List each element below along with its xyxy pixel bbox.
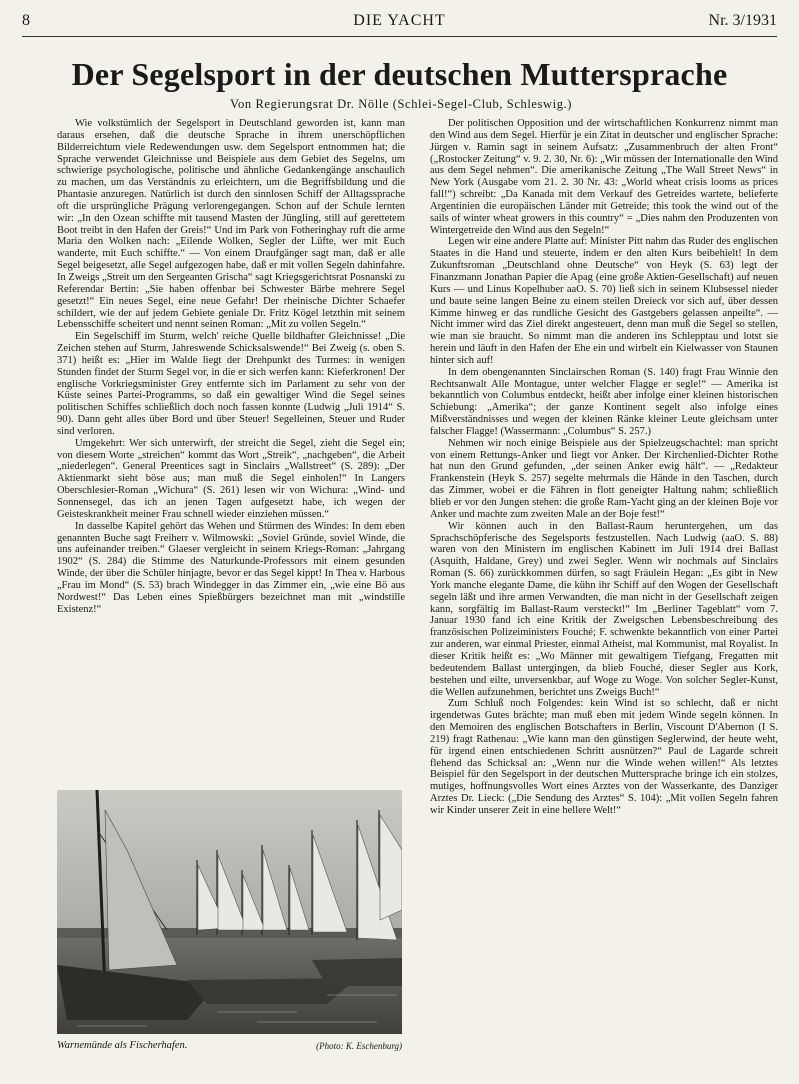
paragraph: Ein Segelschiff im Sturm, welch' reiche Quelle bildhafter Gleichnisse! „Die Zeichen stehen auf Sturm, Jahreswende Schicksalswende!“ Bei Zweig (s. oben S. 371) heißt es: „Hier im Walde liegt der Drehpunkt des Turmes: in wenigen Stunden findet der Sturm Segel vor, in die er sich werfen kann: Kieferkronen! Der englische Vorkriegsminister Grey entfernte sich im Parlament zu sehr von der Küste seines Partei-Programms, so daß ein gewaltiger Wind die Segel seines politischen Schiffes schließlich doch noch fassen konnte (Ludwig „Juli 1914“ S. 90). Dann geht alles über Bord und über Steuer! Segelleinen, Steuer und Ruder sind verloren.: [57, 331, 405, 437]
photo-credit: (Photo: K. Eschenburg): [316, 1041, 402, 1051]
paragraph: Umgekehrt: Wer sich unterwirft, der streicht die Segel, zieht die Segel ein; von diesem Worte „streichen“ kommt das Wort „Streik“, „nachgeben“, die Arbeit „niederlegen“. General Preentices sagt in Sinclairs „Wallstreet“ (S. 289): „Der Aktienmarkt sieht böse aus; man muß die Segel einholen!“ In Langers Oberschlesier-Roman „Wichura“ (S. 261) lesen wir von Wichura: „Wind- und Sonnensegel, das ich an jenen Tagen aufgesetzt habe, ich wegen der Geisteskrankheit meiner Frau schnell wieder einziehen müssen.“: [57, 437, 405, 520]
issue-number: Nr. 3/1931: [708, 12, 777, 29]
photo-caption: [57, 1040, 402, 1051]
paragraph: Wie volkstümlich der Segelsport in Deutschland geworden ist, kann man daraus ersehen, daß die deutsche Sprache in ihrem unerschöpflichen Bilderreichtum viele Redewendungen usw. dem Segelsport entnommen hat; die Sprache verwendet Gleichnisse und Beispiele aus dem Gebiet des Segelns, um schwierige psychologische, politische und ähnliche Gedankengänge anschaulich zu machen, um das Verständnis zu erleichtern, um die Begriffsbildung und die Phantasie anzuregen. Natürlich ist durch den sinnlosen Schiff der Alltagssprache oft die ursprüngliche Prägung verlorengegangen. Schon auf der Schule lernten wir: „In den Ozean schiffte mit tausend Masten der Jüngling, still auf gerettetem Boot treibt in den Hafen der Greis!“ Und im Park von Fotheringhay ruft die arme Maria den Wolken nach: „Eilende Wolken, Segler der Lüfte, wer mit Euch wanderte, mit Euch schiffte.“ — Von einem Draufgänger sagt man, daß er alle Segel beigesetzt, alle Segel aufgezogen habe, daß er mit vollen Segeln dahinfahre. In Zweigs „Streit um den Sergeanten Grischa“ sagt Kriegsgerichtsrat Posnanski zu Referendar Bertin: „Sie haben offenbar bei Schwester Bärbe mehrere Segel gesetzt!“ Ein neues Segel, eine neue Gefahr! Der rheinische Dichter Schaefer schildert, wie der auf jedem Gebiete geniale Dr. Fritz Kögel letzthin mit seinem Lebensschiffe scheitert und nennt seinen Roman: „Mit zu vollen Segeln.“: [57, 118, 405, 331]
paragraph: Der politischen Opposition und der wirtschaftlichen Konkurrenz nimmt man den Wind aus dem Segel. Hierfür je ein Zitat in deutscher und englischer Sprache: Jürgen v. Ramin sagt in seinem Aufsatz: „Zusammenbruch der alten Front“ („Rostocker Zeitung“ v. 9. 2. 30, Nr. 6): „Wir müssen der Internationalle den Wind aus dem Segel nehmen“. Die amerikanische Zeitung „The Wall Street News“ in New York (Ausgabe vom 21. 2. 30 Nr. 43: „World wheat crisis looms as prices fall!“) schreibt: „Da Kanada mit dem Verkauf des Getreides wartete, belieferte Argentinien die europäischen Länder mit Getreide; this took the wind out of the sails of winter wheat growers in this country“ = „Dies nahm den Produzenten von Wintergetreide den Wind aus den Segeln!“: [430, 118, 778, 236]
article-byline: Von Regierungsrat Dr. Nölle (Schlei-Segel-Club, Schleswig.): [230, 97, 573, 111]
paragraph: In dasselbe Kapitel gehört das Wehen und Stürmen des Windes: In dem eben genannten Buche sagt Freiherr v. Wilmowski: „Soviel Gründe, soviel Winde, die uns aufeinander treiben.“ Glaeser vergleicht in seinem Kriegs-Roman: „Jahrgang 1902“ (S. 284) die Stimme des Naturkunde-Professors mit einem gesunden Winde, der über die Schüler hinjagte, bevor er das Segel kippt! In Thea v. Harbous „Frau im Mond“ (S. 53) brach Windegger in das Zimmer ein, „wie eine Bö aus Nordwest!“ Das Leben eines Spießbürgers bezeichnet man mit „windstille Existenz!“: [57, 520, 405, 615]
paragraph: Zum Schluß noch Folgendes: kein Wind ist so schlecht, daß er nicht irgendetwas Gutes brächte; man muß eben mit jedem Winde segeln können. In den Memoiren des englischen Botschafters in Berlin, Viscount D'Abernon (I S. 219) fragt Rathenau: „Wie kann man den günstigen Seglerwind, der heute weht, für irgend einen entschiedenen Schritt ausnützen?“ Paul de Lagarde schreit flehend das Schicksal an: „Wenn nur die Winde wehen willen!“ Als letztes Beispiel für den Segelsport in der deutschen Muttersprache bringe ich ein stolzes, mutiges, hoffnungsvolles Wort eines Arztes von der Wasserkante, des Danziger Arztes Dr. Lieck: („Die Sendung des Arztes“ S. 104): „Mit vollen Segeln fahren wir Kinder unserer Zeit in eine hellere Welt!“: [430, 698, 778, 816]
page-header: [22, 12, 777, 34]
paragraph: In dem obengenannten Sinclairschen Roman (S. 140) fragt Frau Winnie den Rechtsanwalt Alle Montague, unter welcher Flagge er segle!“ — Amerika ist bekanntlich von Columbus entdeckt, heißt aber infolge einer kleinen historischen Schiebung: „Amerika“; der ganze Kontinent segelt also infolge eines Mißverständnisses und wegen der kleinen Ränke kleiner Leute gleichsam unter falscher Flagge! (Wassermann: „Columbus“ S. 257.): [430, 366, 778, 437]
harbor-photo: [57, 790, 402, 1034]
paragraph: Wir können auch in den Ballast-Raum heruntergehen, um das Sprachschöpferische des Segelsports festzustellen. Nach Ludwig (aaO. S. 88) waren von den Ministern im englischen Kabinett im Juli 1914 drei Ballast (Asquith, Haldane, Grey) und zwei Segler. Wenn wir nochmals auf Sinclairs Roman (S. 66) zurückkommen dürfen, so sagt Fräulein Hegan: „Es gibt in New York manche elegante Dame, die kühn ihr Schiff auf den Wogen der Gesellschaft segeln läßt und ihre armen Verwandten, die man nicht in der Gesellschaft zeigen kann, sorgfältig im Ballast-Raum versteckt!“ Im „Berliner Tageblatt“ vom 7. Januar 1930 fand ich eine Kritik der Zweigschen Lebensbeschreibung des französischen Polizeiministers Fouché; F. schwenkte bekanntlich von einer Partei zur anderen, war einmal Priester, einmal Atheist, mal Kommunist, mal Royalist. In dieser Kritik heißt es: „Wo Männer mit gewaltigem Tiefgang, Fregatten mit bedeutendem Ballast untergingen, da blieb Fouché, dieser Segler aus Kork, bestehen und eilte, unversenkbar, auf Woge zu Woge. Von solcher Segler-Kunst, die Wellen aufzunehmen, berichtet uns Zweigs Buch!“: [430, 520, 778, 698]
caption-text: Warnemünde als Fischerhafen.: [57, 1040, 188, 1051]
sailboats-harbor-image: [57, 790, 402, 1034]
article-title: Der Segelsport in der deutschen Muttersprache: [71, 56, 728, 92]
magazine-name: DIE YACHT: [353, 12, 446, 29]
paragraph: Legen wir eine andere Platte auf: Minister Pitt nahm das Ruder des englischen Staates in die Hand und steuerte, indem er den alten Kurs beibehielt! In dem Zukunftsroman „Deutschland ohne Deutsche“ von Heyk (S. 63) legt der Finanzmann Jonathan Papier die Apag (eine große Aktien-Gesellschaft) auf neuen Kurs — und Linus Kopelhuber aaO. S. 70) ließ sich in seinem Klubsessel nieder und baute seine langen Beine zu einem steilen Dreieck vor sich auf, über dessen Kimme hinweg er das rundliche Gesicht des Gastgebers gelassen anpeilte“. — Nicht immer wird das Ziel direkt angesteuert, denn man muß die Segel so stellen, wie man sie braucht. So nimmt man die anderen ins Schlepptau und lotst sie herein und läuft in den Hafen der Ehe ein und wirbelt ein Kielwasser von Staunen hinter sich auf!: [430, 236, 778, 366]
header-rule: [22, 36, 777, 37]
page-number: 8: [22, 12, 30, 29]
right-column: [430, 118, 778, 1068]
paragraph: Nehmen wir noch einige Beispiele aus der Spielzeugschachtel: man spricht von einem Rettungs-Anker und liegt vor Anker. Der Kirchenlied-Dichter Rothe hat nun den Grund gefunden, „der seinen Anker ewig hält“. — „Redakteur Frankenstein (Heyk S. 257) segelte mehrmals die Hände in den Taschen, durch das Zimmer, wobei er die Fähren in flott geneigter Haltung nahm; schließlich blieb er vor den Jungen stehen: die große Ram-Yacht ging an der kleinen Boje vor Anker und machte zum zweiten Male an der Boje fest!“: [430, 437, 778, 520]
left-column: [57, 118, 405, 780]
